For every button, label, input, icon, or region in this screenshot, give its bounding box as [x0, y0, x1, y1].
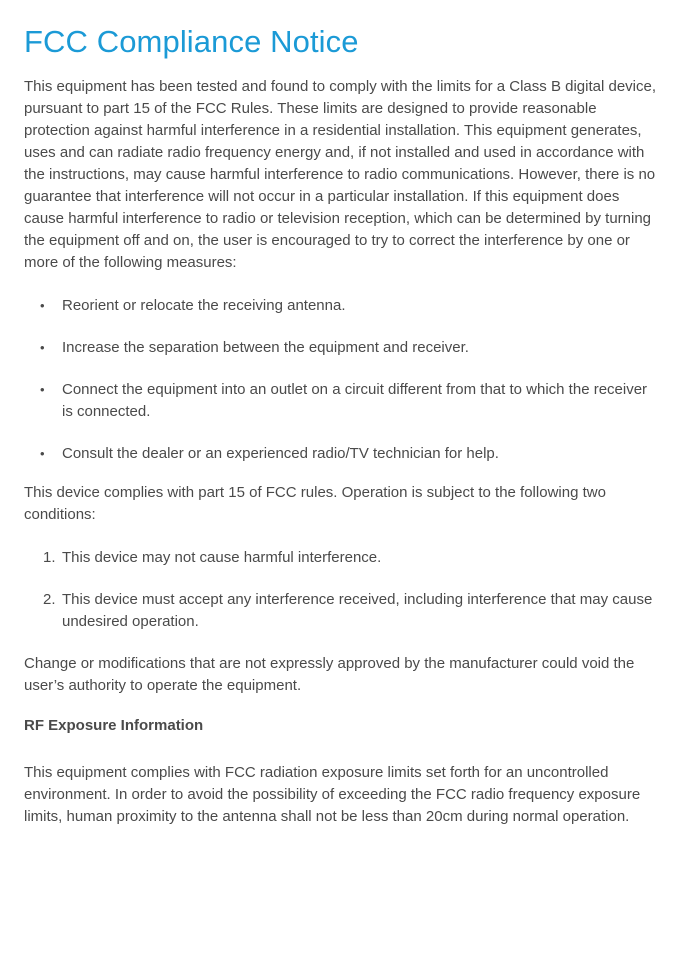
- list-item: [24, 589, 662, 633]
- bullet-icon: •: [40, 446, 45, 461]
- measures-list: [24, 295, 662, 465]
- list-item-text: Connect the equipment into an outlet on a circuit different from that to which the receiver is connected.: [62, 381, 648, 420]
- rf-exposure-paragraph: This equipment complies with FCC radiation exposure limits set forth for an uncontrolled environment. In order to avoid the possibility of exceeding the FCC radio frequency exposure limits, human proximity to the antenna shall not be less than 20cm during normal operation.: [24, 764, 641, 825]
- list-item: [24, 379, 662, 423]
- list-item-text: Increase the separation between the equipment and receiver.: [62, 339, 469, 356]
- change-notice-paragraph: Change or modifications that are not expressly approved by the manufacturer could void the user’s authority to operate the equipment.: [24, 655, 635, 694]
- list-item-text: This device may not cause harmful interference.: [62, 549, 382, 566]
- list-number: 2.: [43, 591, 56, 608]
- list-item: [24, 443, 662, 465]
- bullet-icon: •: [40, 340, 45, 355]
- page-title: FCC Compliance Notice: [24, 24, 359, 59]
- intro-paragraph: This equipment has been tested and found to comply with the limits for a Class B digital device, pursuant to part 15 of the FCC Rules. These limits are designed to provide reasonable protection against harmful interference in a residential installation. This equipment generates, uses and can radiate radio frequency energy and, if not installed and used in accordance with the instructions, may cause harmful interference to radio communications. However, there is no guarantee that interference will not occur in a particular installation. If this equipment does cause harmful interference to radio or television reception, which can be determined by turning the equipment off and on, the user is encouraged to try to correct the interference by one or more of the following measures:: [24, 78, 656, 271]
- list-item-text: Reorient or relocate the receiving antenna.: [62, 297, 346, 314]
- rf-exposure-heading: RF Exposure Information: [24, 717, 204, 734]
- conditions-list: [24, 547, 662, 633]
- bullet-icon: •: [40, 382, 45, 397]
- list-number: 1.: [43, 549, 56, 566]
- list-item: [24, 295, 662, 317]
- complies-paragraph: This device complies with part 15 of FCC rules. Operation is subject to the following two conditions:: [24, 484, 606, 523]
- list-item-text: This device must accept any interference received, including interference that may cause undesired operation.: [62, 591, 653, 630]
- list-item-text: Consult the dealer or an experienced radio/TV technician for help.: [62, 445, 499, 462]
- bullet-icon: •: [40, 298, 45, 313]
- list-item: [24, 337, 662, 359]
- list-item: [24, 547, 662, 569]
